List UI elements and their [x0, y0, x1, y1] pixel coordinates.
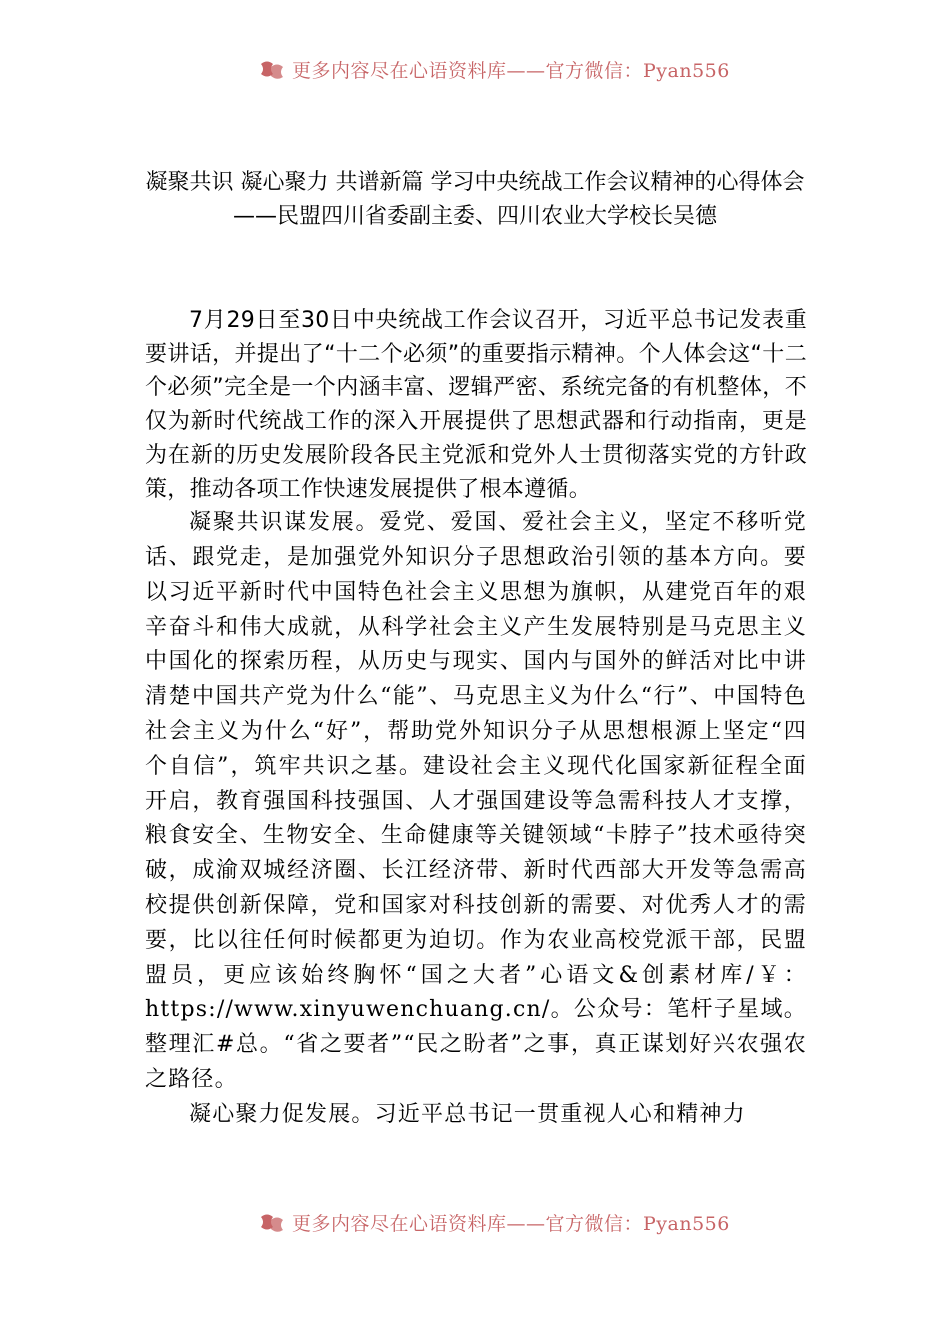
paragraph-intro: 7月29日至30日中央统战工作会议召开，习近平总书记发表重要讲话，并提出了“十二个必须”的重要指示精神。个人体会这“十二个必须”完全是一个内涵丰富、逻辑严密、系统完备的有机整体，不仅为新时代统战工作的深入开展提供了思想武器和行动指南，更是为在新的历史发展阶段各民主党派和党外人士贯彻落实党的方针政策，推动各项工作快速发展提供了根本遵循。 [145, 308, 807, 502]
logo-icon [258, 57, 286, 81]
title-subtitle: ——民盟四川省委副主委、四川农业大学校长吴德 [232, 204, 717, 229]
paragraph-cohesion: 凝心聚力促发展。习近平总书记一贯重视人心和精神力 [189, 1101, 746, 1127]
logo-icon [258, 1210, 286, 1234]
paragraph-consensus: 凝聚共识谋发展。爱党、爱国、爱社会主义，坚定不移听党话、跟党走，是加强党外知识分子思想政治引领的基本方向。要以习近平新时代中国特色社会主义思想为旗帜，从建党百年的艰辛奋斗和伟大成就，从科学社会主义产生发展特别是马克思主义中国化的探索历程，从历史与现实、国内与国外的鲜活对比中讲清楚中国共产党为什么“能”、马克思主义为什么“行”、中国特色社会主义为什么“好”，帮助党外知识分子从思想根源上坚定“四个自信”，筑牢共识之基。建设社会主义现代化国家新征程全面开启，教育强国科技强国、人才强国建设等急需科技人才支撑，粮食安全、生物安全、生命健康等关键领域“卡脖子”技术亟待突破，成渝双城经济圈、长江经济带、新时代西部大开发等急需高校提供创新保障，党和国家对科技创新的需要、对优秀人才的需要，比以往任何时候都更为迫切。作为农业高校党派干部，民盟盟员，更应该始终胸怀“国之大者”心语文&创素材库/￥：https://www.xinyuwenchuang.cn/。公众号：笔杆子星域。整理汇#总。“省之要者”“民之盼者”之事，真正谋划好兴农强农之路径。 [145, 510, 807, 1092]
footer-watermark [258, 1207, 738, 1237]
watermark-text: 更多内容尽在心语资料库——官方微信：Pyan556 [292, 59, 730, 82]
watermark-text: 更多内容尽在心语资料库——官方微信：Pyan556 [292, 1212, 730, 1235]
header-watermark [258, 54, 738, 84]
document-title [120, 166, 830, 234]
document-body [145, 304, 807, 1133]
title-main: 凝聚共识 凝心聚力 共谱新篇 学习中央统战工作会议精神的心得体会 [145, 170, 805, 195]
